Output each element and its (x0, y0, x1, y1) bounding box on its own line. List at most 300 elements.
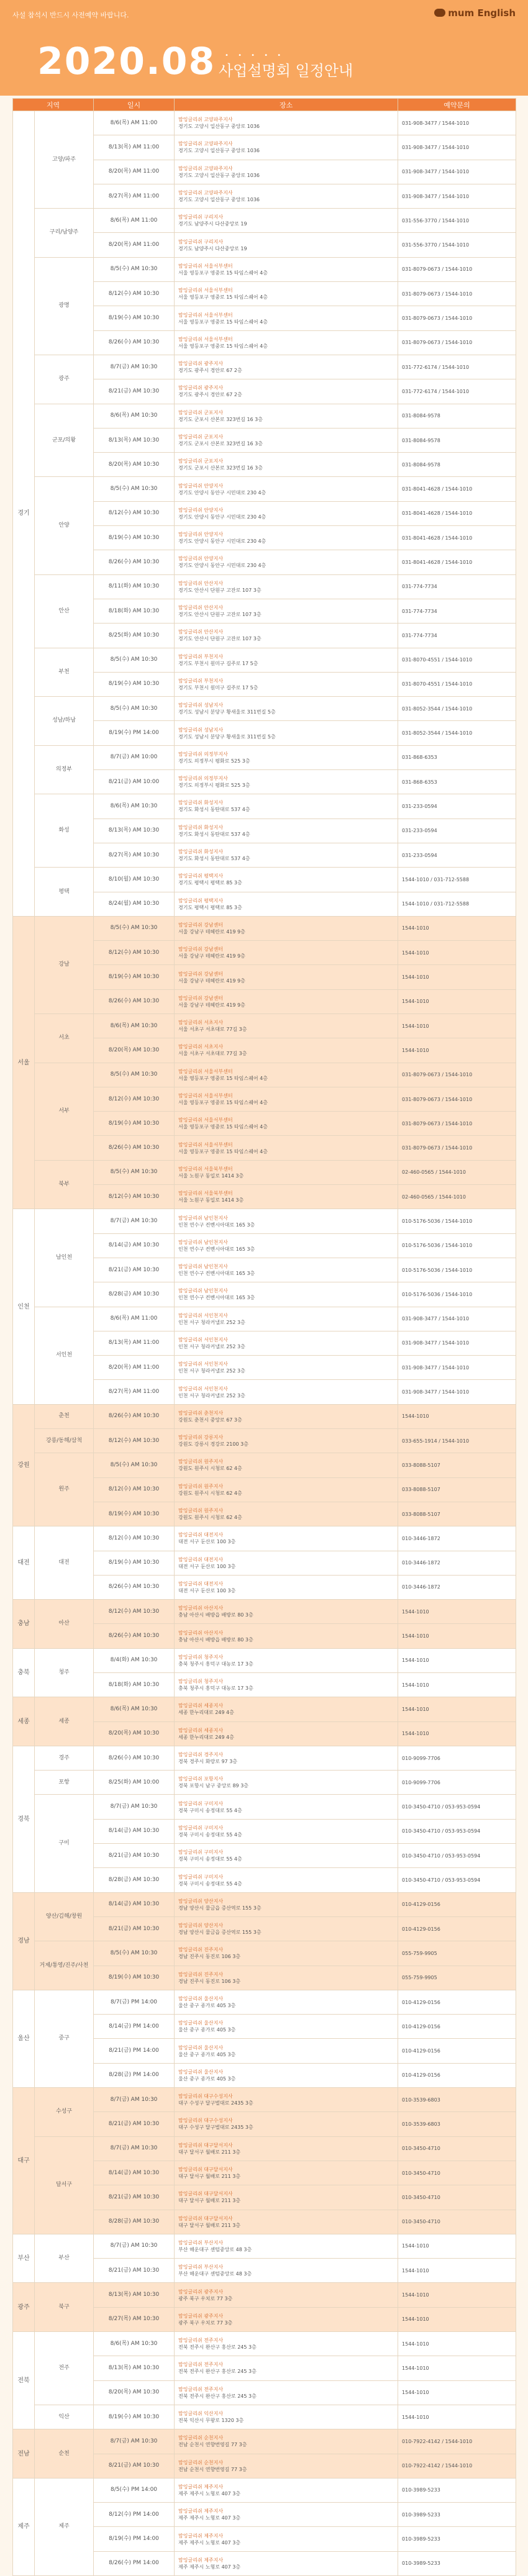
date-cell: 8/5(수) AM 10:30 (94, 916, 175, 940)
subregion-cell: 서부 (35, 1063, 94, 1160)
date-cell: 8/21(금) AM 10:00 (94, 770, 175, 794)
venue-name: 맘잉글리쉬 전주지사 (178, 2386, 224, 2392)
venue-cell (175, 1233, 398, 1258)
subregion-cell: 부천 (35, 648, 94, 697)
region-cell: 충남 (13, 1600, 35, 1649)
venue-cell (175, 2185, 398, 2210)
venue-address: 울산 중구 종가로 405 3층 (178, 2003, 236, 2008)
venue-cell (175, 1746, 398, 1770)
venue-cell (175, 2283, 398, 2307)
phone-cell: 1544-1010 (398, 1600, 516, 1624)
venue-cell (175, 2039, 398, 2063)
phone-cell: 055-759-9905 (398, 1941, 516, 1966)
date-cell: 8/7(금) AM 10:30 (94, 2234, 175, 2258)
subregion-cell: 안산 (35, 574, 94, 648)
region-cell: 광주 (13, 2283, 35, 2332)
phone-cell: 010-3450-4710 / 053-953-0594 (398, 1795, 516, 1819)
venue-cell (175, 1502, 398, 1526)
venue-address: 충북 청주시 흥덕구 대농로 17 3층 (178, 1661, 253, 1667)
venue-name: 맘잉글리쉬 서울서부센터 (178, 1117, 233, 1123)
phone-cell: 031-556-3770 / 1544-1010 (398, 209, 516, 233)
date-cell: 8/21(금) AM 10:30 (94, 1258, 175, 1282)
subregion-cell: 양산/김해/창원 (35, 1892, 94, 1941)
venue-name: 맘잉글리쉬 서인천지사 (178, 1386, 228, 1392)
venue-name: 맘잉글리쉬 원주지사 (178, 1508, 224, 1514)
venue-name: 맘잉글리쉬 세종지사 (178, 1727, 224, 1733)
venue-name: 맘잉글리쉬 구리지사 (178, 214, 224, 220)
subregion-cell: 수성구 (35, 2088, 94, 2137)
venue-cell (175, 355, 398, 379)
subregion-cell: 광명 (35, 257, 94, 355)
venue-name: 맘잉글리쉬 전주지사 (178, 2338, 224, 2344)
date-cell: 8/12(수) PM 14:00 (94, 2503, 175, 2527)
phone-cell: 1544-1010 (398, 2234, 516, 2258)
subregion-cell: 광주 (35, 355, 94, 404)
venue-address: 서울 영등포구 영중로 15 타임스퀘어 4층 (178, 1124, 268, 1130)
phone-cell: 010-3450-4710 (398, 2210, 516, 2234)
venue-cell (175, 1453, 398, 1477)
venue-name: 맘잉글리쉬 고양파주지사 (178, 165, 233, 171)
table-header-row (13, 99, 516, 111)
venue-name: 맘잉글리쉬 서울서부센터 (178, 1068, 233, 1074)
phone-cell: 1544-1010 (398, 941, 516, 965)
phone-cell: 031-8041-4628 / 1544-1010 (398, 550, 516, 574)
venue-cell (175, 306, 398, 330)
venue-address: 울산 중구 종가로 405 3층 (178, 2075, 236, 2082)
col-header-date: 일시 (94, 99, 175, 111)
date-cell: 8/10(월) AM 10:30 (94, 868, 175, 892)
venue-address: 경기도 고양시 일산동구 중앙로 1036 (178, 148, 260, 154)
table-body (13, 111, 516, 2576)
venue-name: 맘잉글리쉬 안산지사 (178, 580, 224, 586)
phone-cell: 031-868-6353 (398, 770, 516, 794)
venue-cell (175, 1258, 398, 1282)
venue-name: 맘잉글리쉬 원주지사 (178, 1459, 224, 1465)
venue-cell (175, 1477, 398, 1502)
phone-cell: 010-3450-4710 / 053-953-0594 (398, 1844, 516, 1868)
col-header-venue: 장소 (175, 99, 398, 111)
venue-name: 맘잉글리쉬 서울북부센터 (178, 1166, 233, 1172)
venue-cell (175, 1819, 398, 1843)
venue-cell (175, 526, 398, 550)
date-cell: 8/12(수) AM 10:30 (94, 282, 175, 306)
region-cell: 전북 (13, 2332, 35, 2429)
phone-cell: 031-233-0594 (398, 794, 516, 819)
phone-cell: 1544-1010 (398, 1673, 516, 1697)
venue-address: 경기도 남양주시 다산중앙로 19 (178, 245, 247, 252)
venue-cell (175, 989, 398, 1014)
phone-cell: 031-8079-0673 / 1544-1010 (398, 257, 516, 281)
subregion-cell: 평택 (35, 868, 94, 917)
subregion-cell: 전주 (35, 2332, 94, 2405)
table-row (13, 1648, 516, 1672)
venue-name: 맘잉글리쉬 남인천지사 (178, 1288, 228, 1294)
venue-name: 맘잉글리쉬 군포지사 (178, 434, 224, 440)
phone-cell: 010-3539-6803 (398, 2112, 516, 2136)
date-cell: 8/14(금) PM 14:00 (94, 2015, 175, 2039)
venue-cell (175, 1356, 398, 1380)
phone-cell: 010-3539-6803 (398, 2088, 516, 2112)
venue-name: 맘잉글리쉬 성남지사 (178, 727, 224, 733)
schedule-table (12, 98, 516, 2576)
venue-address: 경기도 안양시 동안구 시민대로 230 4층 (178, 514, 266, 520)
phone-cell: 010-3989-5233 (398, 2527, 516, 2551)
venue-cell (175, 624, 398, 648)
date-cell: 8/6(목) AM 10:30 (94, 794, 175, 819)
date-cell: 8/27(목) AM 11:00 (94, 1380, 175, 1404)
phone-cell: 1544-1010 (398, 2283, 516, 2307)
date-cell: 8/28(금) AM 10:30 (94, 1282, 175, 1307)
date-cell: 8/19(수) AM 10:30 (94, 672, 175, 696)
venue-name: 맘잉글리쉬 구미지사 (178, 1825, 224, 1831)
date-cell: 8/7(금) AM 10:30 (94, 1795, 175, 1819)
venue-address: 서울 강남구 테헤란로 419 9층 (178, 953, 245, 959)
venue-name: 맘잉글리쉬 대구수성지사 (178, 2093, 233, 2100)
venue-cell (175, 282, 398, 306)
phone-cell: 010-3450-4710 / 053-953-0594 (398, 1819, 516, 1843)
region-cell: 경북 (13, 1746, 35, 1892)
venue-address: 인천 연수구 컨벤시아대로 165 3층 (178, 1271, 255, 1277)
phone-cell: 031-772-6174 / 1544-1010 (398, 379, 516, 404)
venue-address: 경기도 군포시 산본로 323번길 16 3층 (178, 416, 263, 422)
subregion-cell: 구미 (35, 1795, 94, 1892)
venue-address: 서울 강남구 테헤란로 419 9층 (178, 1002, 245, 1008)
table-row (13, 1746, 516, 1770)
venue-address: 인천 서구 청라커낼로 252 3층 (178, 1368, 245, 1374)
phone-cell: 010-9099-7706 (398, 1746, 516, 1770)
venue-address: 경기도 안산시 단원구 고잔로 107 3층 (178, 587, 262, 593)
venue-cell (175, 209, 398, 233)
date-cell: 8/21(금) AM 10:30 (94, 1916, 175, 1941)
phone-cell: 031-8041-4628 / 1544-1010 (398, 526, 516, 550)
table-row (13, 697, 516, 721)
phone-cell: 1544-1010 (398, 2259, 516, 2283)
phone-cell: 010-3450-4710 / 053-953-0594 (398, 1868, 516, 1892)
venue-address: 경기도 화성시 동탄대로 537 4층 (178, 856, 250, 862)
phone-cell: 031-8084-9578 (398, 453, 516, 477)
date-cell: 8/6(목) AM 10:30 (94, 404, 175, 428)
venue-name: 맘잉글리쉬 제주지사 (178, 2557, 224, 2563)
venue-name: 맘잉글리쉬 의정부지사 (178, 751, 228, 757)
phone-cell: 1544-1010 (398, 989, 516, 1014)
table-row (13, 916, 516, 940)
venue-cell (175, 941, 398, 965)
venue-name: 맘잉글리쉬 서인천지사 (178, 1312, 228, 1318)
subregion-cell: 군포/의왕 (35, 404, 94, 477)
venue-cell (175, 1771, 398, 1795)
phone-cell: 010-3446-1872 (398, 1551, 516, 1575)
phone-cell: 010-5176-5036 / 1544-1010 (398, 1209, 516, 1233)
phone-cell: 1544-1010 (398, 2405, 516, 2429)
date-cell: 8/6(목) AM 11:00 (94, 1307, 175, 1331)
venue-cell (175, 2112, 398, 2136)
date-cell: 8/21(금) AM 10:30 (94, 1844, 175, 1868)
venue-name: 맘잉글리쉬 대구달서지사 (178, 2167, 233, 2173)
venue-address: 대전 서구 둔산로 100 3층 (178, 1587, 236, 1594)
venue-name: 맘잉글리쉬 안산지사 (178, 629, 224, 635)
phone-cell: 1544-1010 (398, 1404, 516, 1428)
venue-address: 인천 서구 청라커낼로 252 3층 (178, 1343, 245, 1349)
brand-logo (434, 7, 516, 19)
region-cell: 경남 (13, 1892, 35, 1990)
venue-cell (175, 1941, 398, 1966)
date-cell: 8/20(목) AM 10:30 (94, 2380, 175, 2405)
venue-name: 맘잉글리쉬 서초지사 (178, 1020, 224, 1026)
phone-cell: 031-774-7734 (398, 624, 516, 648)
date-cell: 8/27(목) AM 11:00 (94, 184, 175, 208)
venue-cell (175, 2307, 398, 2331)
venue-name: 맘잉글리쉬 양산지사 (178, 1898, 224, 1904)
venue-name: 맘잉글리쉬 진주지사 (178, 1947, 224, 1953)
venue-address: 대구 수성구 달구벌대로 2435 3층 (178, 2100, 253, 2107)
date-cell: 8/12(수) AM 10:30 (94, 1526, 175, 1551)
region-cell: 제주 (13, 2478, 35, 2575)
date-cell: 8/28(금) AM 10:30 (94, 1868, 175, 1892)
venue-cell (175, 501, 398, 525)
venue-address: 서울 영등포구 영중로 15 타임스퀘어 4층 (178, 294, 268, 301)
region-cell: 경기 (13, 111, 35, 917)
phone-cell: 031-8079-0673 / 1544-1010 (398, 1087, 516, 1111)
venue-name: 맘잉글리쉬 원주지사 (178, 1483, 224, 1489)
date-cell: 8/26(수) AM 10:30 (94, 550, 175, 574)
date-cell: 8/5(수) AM 10:30 (94, 477, 175, 501)
venue-cell (175, 697, 398, 721)
venue-address: 대구 달서구 월배로 211 3층 (178, 2174, 241, 2180)
venue-name: 맘잉글리쉬 서울북부센터 (178, 1190, 233, 1197)
date-cell: 8/27(목) AM 10:30 (94, 843, 175, 867)
venue-cell (175, 2503, 398, 2527)
venue-address: 경남 진주시 동진로 106 3층 (178, 1954, 241, 1960)
venue-cell (175, 404, 398, 428)
phone-cell: 031-908-3477 / 1544-1010 (398, 1307, 516, 1331)
venue-name: 맘잉글리쉬 광주지사 (178, 2288, 224, 2295)
venue-cell (175, 1185, 398, 1209)
venue-cell (175, 574, 398, 599)
venue-cell (175, 1307, 398, 1331)
venue-cell (175, 2210, 398, 2234)
subregion-cell: 춘천 (35, 1404, 94, 1428)
date-cell: 8/18(화) AM 10:30 (94, 1673, 175, 1697)
date-cell: 8/21(금) AM 10:30 (94, 2259, 175, 2283)
phone-cell: 010-3450-4710 (398, 2136, 516, 2161)
phone-cell: 010-5176-5036 / 1544-1010 (398, 1233, 516, 1258)
date-cell: 8/7(금) AM 10:30 (94, 2136, 175, 2161)
phone-cell: 031-908-3477 / 1544-1010 (398, 184, 516, 208)
date-cell: 8/28(금) AM 10:30 (94, 2210, 175, 2234)
venue-cell (175, 1990, 398, 2014)
venue-cell (175, 1209, 398, 1233)
date-cell: 8/11(화) AM 10:30 (94, 574, 175, 599)
venue-cell (175, 1966, 398, 1990)
subregion-cell: 아산 (35, 1600, 94, 1649)
venue-name: 맘잉글리쉬 군포지사 (178, 458, 224, 465)
region-cell: 서울 (13, 916, 35, 1209)
date-cell: 8/27(목) AM 10:30 (94, 2307, 175, 2331)
table-row (13, 404, 516, 428)
venue-name: 맘잉글리쉬 포항지사 (178, 1776, 224, 1782)
venue-name: 맘잉글리쉬 부천지사 (178, 678, 224, 684)
phone-cell: 031-868-6353 (398, 745, 516, 769)
subregion-cell: 달서구 (35, 2136, 94, 2234)
venue-cell (175, 1600, 398, 1624)
venue-name: 맘잉글리쉬 안양지사 (178, 556, 224, 562)
phone-cell: 010-3450-4710 (398, 2185, 516, 2210)
region-cell: 강원 (13, 1404, 35, 1526)
venue-cell (175, 2429, 398, 2454)
table-row (13, 2429, 516, 2454)
table-row (13, 2088, 516, 2112)
phone-cell: 031-8079-0673 / 1544-1010 (398, 330, 516, 355)
date-cell: 8/26(수) PM 14:00 (94, 2551, 175, 2575)
venue-cell (175, 892, 398, 916)
table-row (13, 1526, 516, 1551)
venue-address: 경기도 안양시 동안구 시민대로 230 4층 (178, 563, 266, 569)
venue-cell (175, 2551, 398, 2575)
date-cell: 8/7(금) AM 10:00 (94, 745, 175, 769)
table-row (13, 1209, 516, 1233)
venue-address: 경기도 안산시 단원구 고잔로 107 3층 (178, 636, 262, 642)
venue-cell (175, 2161, 398, 2185)
date-cell: 8/12(수) AM 10:30 (94, 1185, 175, 1209)
subregion-cell: 대전 (35, 1526, 94, 1600)
venue-address: 경기도 광주시 경안로 67 2층 (178, 368, 242, 374)
venue-cell (175, 477, 398, 501)
venue-cell (175, 599, 398, 623)
venue-cell (175, 1892, 398, 1916)
date-cell: 8/28(금) PM 14:00 (94, 2063, 175, 2087)
venue-name: 맘잉글리쉬 광주지사 (178, 385, 224, 391)
venue-address: 부산 해운대구 센텀중앙로 48 3층 (178, 2271, 252, 2277)
date-cell: 8/19(수) AM 10:30 (94, 526, 175, 550)
phone-cell: 010-4129-0156 (398, 2039, 516, 2063)
venue-name: 맘잉글리쉬 강릉지사 (178, 1435, 224, 1441)
venue-name: 맘잉글리쉬 고양파주지사 (178, 117, 233, 123)
venue-address: 제주 제주시 노형로 407 3층 (178, 2564, 241, 2570)
venue-name: 맘잉글리쉬 광주지사 (178, 361, 224, 367)
venue-address: 경기도 화성시 동탄대로 537 4층 (178, 807, 250, 813)
venue-name: 맘잉글리쉬 익산지사 (178, 2411, 224, 2417)
venue-cell (175, 2454, 398, 2478)
date-cell: 8/26(수) AM 10:30 (94, 1746, 175, 1770)
phone-cell: 010-4129-0156 (398, 1892, 516, 1916)
venue-address: 대구 달서구 월배로 211 3층 (178, 2198, 241, 2204)
venue-name: 맘잉글리쉬 부산지사 (178, 2264, 224, 2270)
venue-cell (175, 1795, 398, 1819)
table-row (13, 2332, 516, 2356)
venue-cell (175, 2259, 398, 2283)
subregion-cell: 남인천 (35, 1209, 94, 1307)
venue-name: 맘잉글리쉬 순천지사 (178, 2435, 224, 2441)
venue-address: 경남 진주시 동진로 106 3층 (178, 1978, 241, 1984)
date-cell: 8/13(목) AM 10:30 (94, 819, 175, 843)
date-cell: 8/19(수) AM 10:30 (94, 1502, 175, 1526)
phone-cell: 031-774-7734 (398, 574, 516, 599)
venue-name: 맘잉글리쉬 고양파주지사 (178, 190, 233, 196)
phone-cell: 1544-1010 (398, 1014, 516, 1038)
logo-icon (434, 9, 445, 17)
venue-cell (175, 1112, 398, 1136)
venue-cell (175, 233, 398, 257)
venue-cell (175, 1673, 398, 1697)
date-cell: 8/19(수) AM 10:30 (94, 1551, 175, 1575)
date-cell: 8/14(금) AM 10:30 (94, 2161, 175, 2185)
phone-cell: 010-3446-1872 (398, 1526, 516, 1551)
date-cell: 8/21(금) AM 10:30 (94, 379, 175, 404)
phone-cell: 031-908-3477 / 1544-1010 (398, 160, 516, 184)
phone-cell: 031-8041-4628 / 1544-1010 (398, 501, 516, 525)
venue-name: 맘잉글리쉬 춘천지사 (178, 1410, 224, 1416)
table-row (13, 1307, 516, 1331)
phone-cell: 1544-1010 (398, 965, 516, 989)
venue-cell (175, 770, 398, 794)
venue-cell (175, 1380, 398, 1404)
venue-address: 제주 제주시 노형로 407 3층 (178, 2490, 241, 2497)
venue-address: 서울 서초구 서초대로 77길 3층 (178, 1051, 247, 1057)
venue-name: 맘잉글리쉬 구리지사 (178, 238, 224, 245)
date-cell: 8/18(화) AM 10:30 (94, 599, 175, 623)
table-row (13, 1014, 516, 1038)
table-row (13, 574, 516, 599)
venue-name: 맘잉글리쉬 강남센터 (178, 946, 224, 953)
header-notice: 사설 참석시 반드시 사전예약 바랍니다. (12, 11, 129, 19)
subregion-cell: 화성 (35, 794, 94, 868)
venue-cell (175, 2015, 398, 2039)
date-cell: 8/12(수) AM 10:30 (94, 1087, 175, 1111)
venue-address: 전북 익산시 무왕로 1320 3층 (178, 2418, 244, 2424)
venue-address: 강원도 춘천시 중앙로 67 3층 (178, 1417, 242, 1423)
table-row (13, 2405, 516, 2429)
table-row (13, 794, 516, 819)
date-cell: 8/20(목) AM 11:00 (94, 1356, 175, 1380)
venue-name: 맘잉글리쉬 안양지사 (178, 532, 224, 538)
venue-cell (175, 2088, 398, 2112)
venue-name: 맘잉글리쉬 부천지사 (178, 653, 224, 660)
venue-cell (175, 453, 398, 477)
venue-name: 맘잉글리쉬 화성지사 (178, 849, 224, 855)
venue-address: 서울 서초구 서초대로 77길 3층 (178, 1027, 247, 1033)
venue-name: 맘잉글리쉬 강남센터 (178, 995, 224, 1001)
date-cell: 8/20(목) AM 11:00 (94, 160, 175, 184)
page-title: 사업설명회 일정안내 (219, 62, 353, 79)
venue-name: 맘잉글리쉬 서울서부센터 (178, 312, 233, 318)
venue-cell (175, 672, 398, 696)
venue-name: 맘잉글리쉬 제주지사 (178, 2508, 224, 2515)
venue-name: 맘잉글리쉬 아산지사 (178, 1605, 224, 1612)
venue-name: 맘잉글리쉬 아산지사 (178, 1630, 224, 1636)
phone-cell: 1544-1010 (398, 1624, 516, 1648)
venue-address: 전북 전주시 완산구 홍산로 245 3층 (178, 2393, 257, 2399)
date-cell: 8/6(목) AM 10:30 (94, 1697, 175, 1721)
venue-name: 맘잉글리쉬 군포지사 (178, 409, 224, 415)
venue-name: 맘잉글리쉬 제주지사 (178, 2483, 224, 2490)
phone-cell: 031-772-6174 / 1544-1010 (398, 355, 516, 379)
phone-cell: 010-4129-0156 (398, 1916, 516, 1941)
date-cell: 8/19(수) AM 10:30 (94, 306, 175, 330)
venue-address: 충북 청주시 흥덕구 대농로 17 3층 (178, 1685, 253, 1692)
date-cell: 8/5(수) AM 10:30 (94, 1941, 175, 1966)
venue-cell (175, 1038, 398, 1063)
venue-address: 전남 순천시 연향번영길 77 3층 (178, 2442, 247, 2448)
subregion-cell: 청주 (35, 1648, 94, 1697)
venue-address: 경기도 광주시 경안로 67 2층 (178, 392, 242, 398)
venue-address: 광주 북구 우치로 77 3층 (178, 2320, 233, 2326)
venue-address: 서울 영등포구 영중로 15 타임스퀘어 4층 (178, 343, 268, 349)
col-header-region: 지역 (13, 99, 94, 111)
date-cell: 8/7(금) AM 10:30 (94, 2429, 175, 2454)
venue-name: 맘잉글리쉬 부산지사 (178, 2239, 224, 2246)
venue-cell (175, 1063, 398, 1087)
phone-cell: 031-8079-0673 / 1544-1010 (398, 1063, 516, 1087)
